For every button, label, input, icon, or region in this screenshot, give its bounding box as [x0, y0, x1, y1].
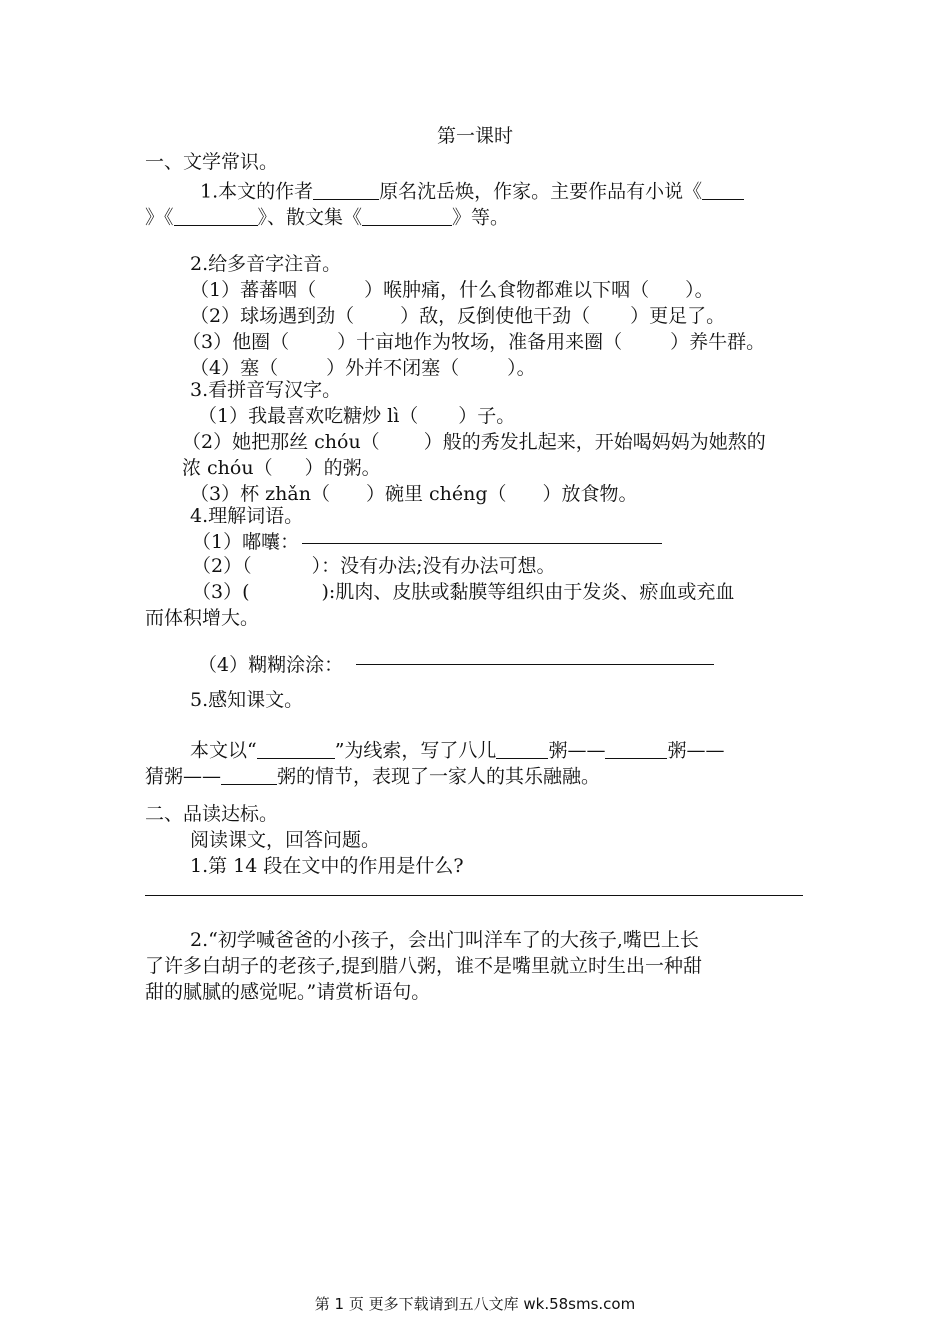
q3-l2b-a: 浓 chóu（	[182, 457, 273, 479]
q5-l2-a: 猜粥——	[145, 765, 222, 788]
q1-text-b: 原名沈岳焕，作家。主要作品有小说《	[379, 180, 703, 203]
section2-q1: 1.第 14 段在文中的作用是什么?	[190, 855, 464, 877]
q4-line3	[192, 583, 734, 602]
q5-l1-c: 粥——	[548, 739, 606, 762]
q2-line2	[190, 307, 725, 326]
q4-line2	[192, 557, 556, 576]
section2-q2-line2: 了许多白胡子的老孩子,提到腊八粥，谁不是嘴里就立时生出一种甜	[145, 955, 703, 977]
q3-l3-a: （3）杯 zhǎn（	[190, 483, 330, 505]
section2-q2-line1: 2.“初学喊爸爸的小孩子，会出门叫洋车了的大孩子,嘴巴上长	[190, 929, 699, 951]
q2-l4-b: ）外并不闭塞（	[326, 357, 460, 379]
q3-l1-b: ）子。	[458, 405, 516, 427]
q1-line2	[145, 206, 509, 228]
q3-l1-a: （1）我最喜欢吃糖炒 lì（	[198, 405, 419, 427]
q2-l1-c: ）。	[685, 279, 714, 301]
q1-text-c: 》《	[145, 206, 174, 229]
q2-line3	[182, 333, 765, 352]
q2-l1-a: （1）蕃蕃咽（	[190, 279, 317, 301]
q4-line4-answer-rule	[356, 664, 714, 665]
q4-line4	[198, 656, 343, 675]
q3-l2-a: （2）她把那丝 chóu（	[182, 431, 380, 453]
q1-text-a: 1.本文的作者	[200, 180, 314, 203]
q1-blank-author	[313, 180, 379, 200]
q1-text-e: 》等。	[452, 206, 510, 229]
q3-title: 3.看拼音写汉字。	[190, 379, 342, 401]
q4-l2-b: ）：没有办法;没有办法可想。	[311, 555, 556, 577]
q5-blank-1	[496, 739, 548, 759]
section2-heading: 二、品读达标。	[145, 803, 279, 825]
q3-line1	[198, 407, 515, 426]
section2-intro: 阅读课文，回答问题。	[190, 829, 381, 851]
q1-blank-work2	[174, 206, 258, 226]
q2-l3-b: ）十亩地作为牧场，准备用来圈（	[337, 331, 623, 353]
q2-l3-c: ）养牛群。	[670, 331, 766, 353]
q1-blank-novel	[702, 180, 744, 200]
q5-blank-3	[221, 765, 277, 785]
q5-l2-b: 粥的情节，表现了一家人的其乐融融。	[277, 765, 601, 788]
q2-line1	[190, 281, 714, 300]
q4-title: 4.理解词语。	[190, 505, 304, 527]
q1-text-d: 》、散文集《	[257, 206, 363, 229]
q1-blank-essay	[362, 206, 452, 226]
q2-l2-a: （2）球场遇到劲（	[190, 305, 355, 327]
q5-l1-a: 本文以“	[190, 739, 257, 762]
q5-l1-d: 粥——	[667, 739, 725, 762]
page-title: 第一课时	[436, 125, 513, 147]
q4-line1	[192, 533, 299, 552]
q5-l1-b: ”为线索，写了八儿	[334, 739, 497, 762]
q4-l3-b: ):肌肉、皮肤或黏膜等组织由于发炎、瘀血或充血	[321, 581, 735, 603]
q4-l2-a: （2）（	[192, 555, 252, 577]
q2-l2-c: ）更足了。	[630, 305, 726, 327]
q3-line2	[182, 433, 766, 452]
q4-l3-a: （3）(	[192, 581, 250, 603]
q4-line1-answer-rule	[302, 543, 662, 544]
q3-l3-c: ）放食物。	[542, 483, 638, 505]
q3-l3-b: ）碗里 chéng（	[365, 483, 507, 505]
q3-line2b	[182, 459, 381, 478]
q5-line2	[145, 765, 600, 787]
section2-q1-answer-rule	[145, 895, 803, 896]
q3-line3	[190, 485, 638, 504]
q2-l2-b: ）敌，反倒使他干劲（	[400, 305, 591, 327]
q5-blank-clue	[257, 739, 335, 759]
q5-title: 5.感知课文。	[190, 689, 304, 711]
q2-l1-b: ）喉肿痛，什么食物都难以下咽（	[364, 279, 650, 301]
q3-l2b-b: ）的粥。	[304, 457, 381, 479]
q5-blank-2	[605, 739, 667, 759]
q5-line1	[190, 739, 724, 761]
q2-l3-a: （3）他圈（	[182, 331, 290, 353]
q2-line4	[190, 359, 536, 378]
q2-l4-a: （4）塞（	[190, 357, 279, 379]
q2-title: 2.给多音字注音。	[190, 253, 342, 275]
q1-line1	[200, 180, 744, 202]
section1-heading: 一、文学常识。	[145, 151, 279, 173]
q2-l4-c: ）。	[507, 357, 536, 379]
q4-l1-a: （1）嘟囔：	[192, 531, 300, 553]
page-footer: 第 1 页 更多下载请到五八文库 wk.58sms.com	[314, 1295, 636, 1313]
q3-l2-b: ）般的秀发扎起来，开始喝妈妈为她熬的	[423, 431, 766, 453]
section2-q2-line3: 甜的腻腻的感觉呢。”请赏析语句。	[145, 981, 431, 1003]
q4-l4-a: （4）糊糊涂涂：	[198, 654, 344, 676]
q4-line3b: 而体积增大。	[145, 607, 260, 629]
